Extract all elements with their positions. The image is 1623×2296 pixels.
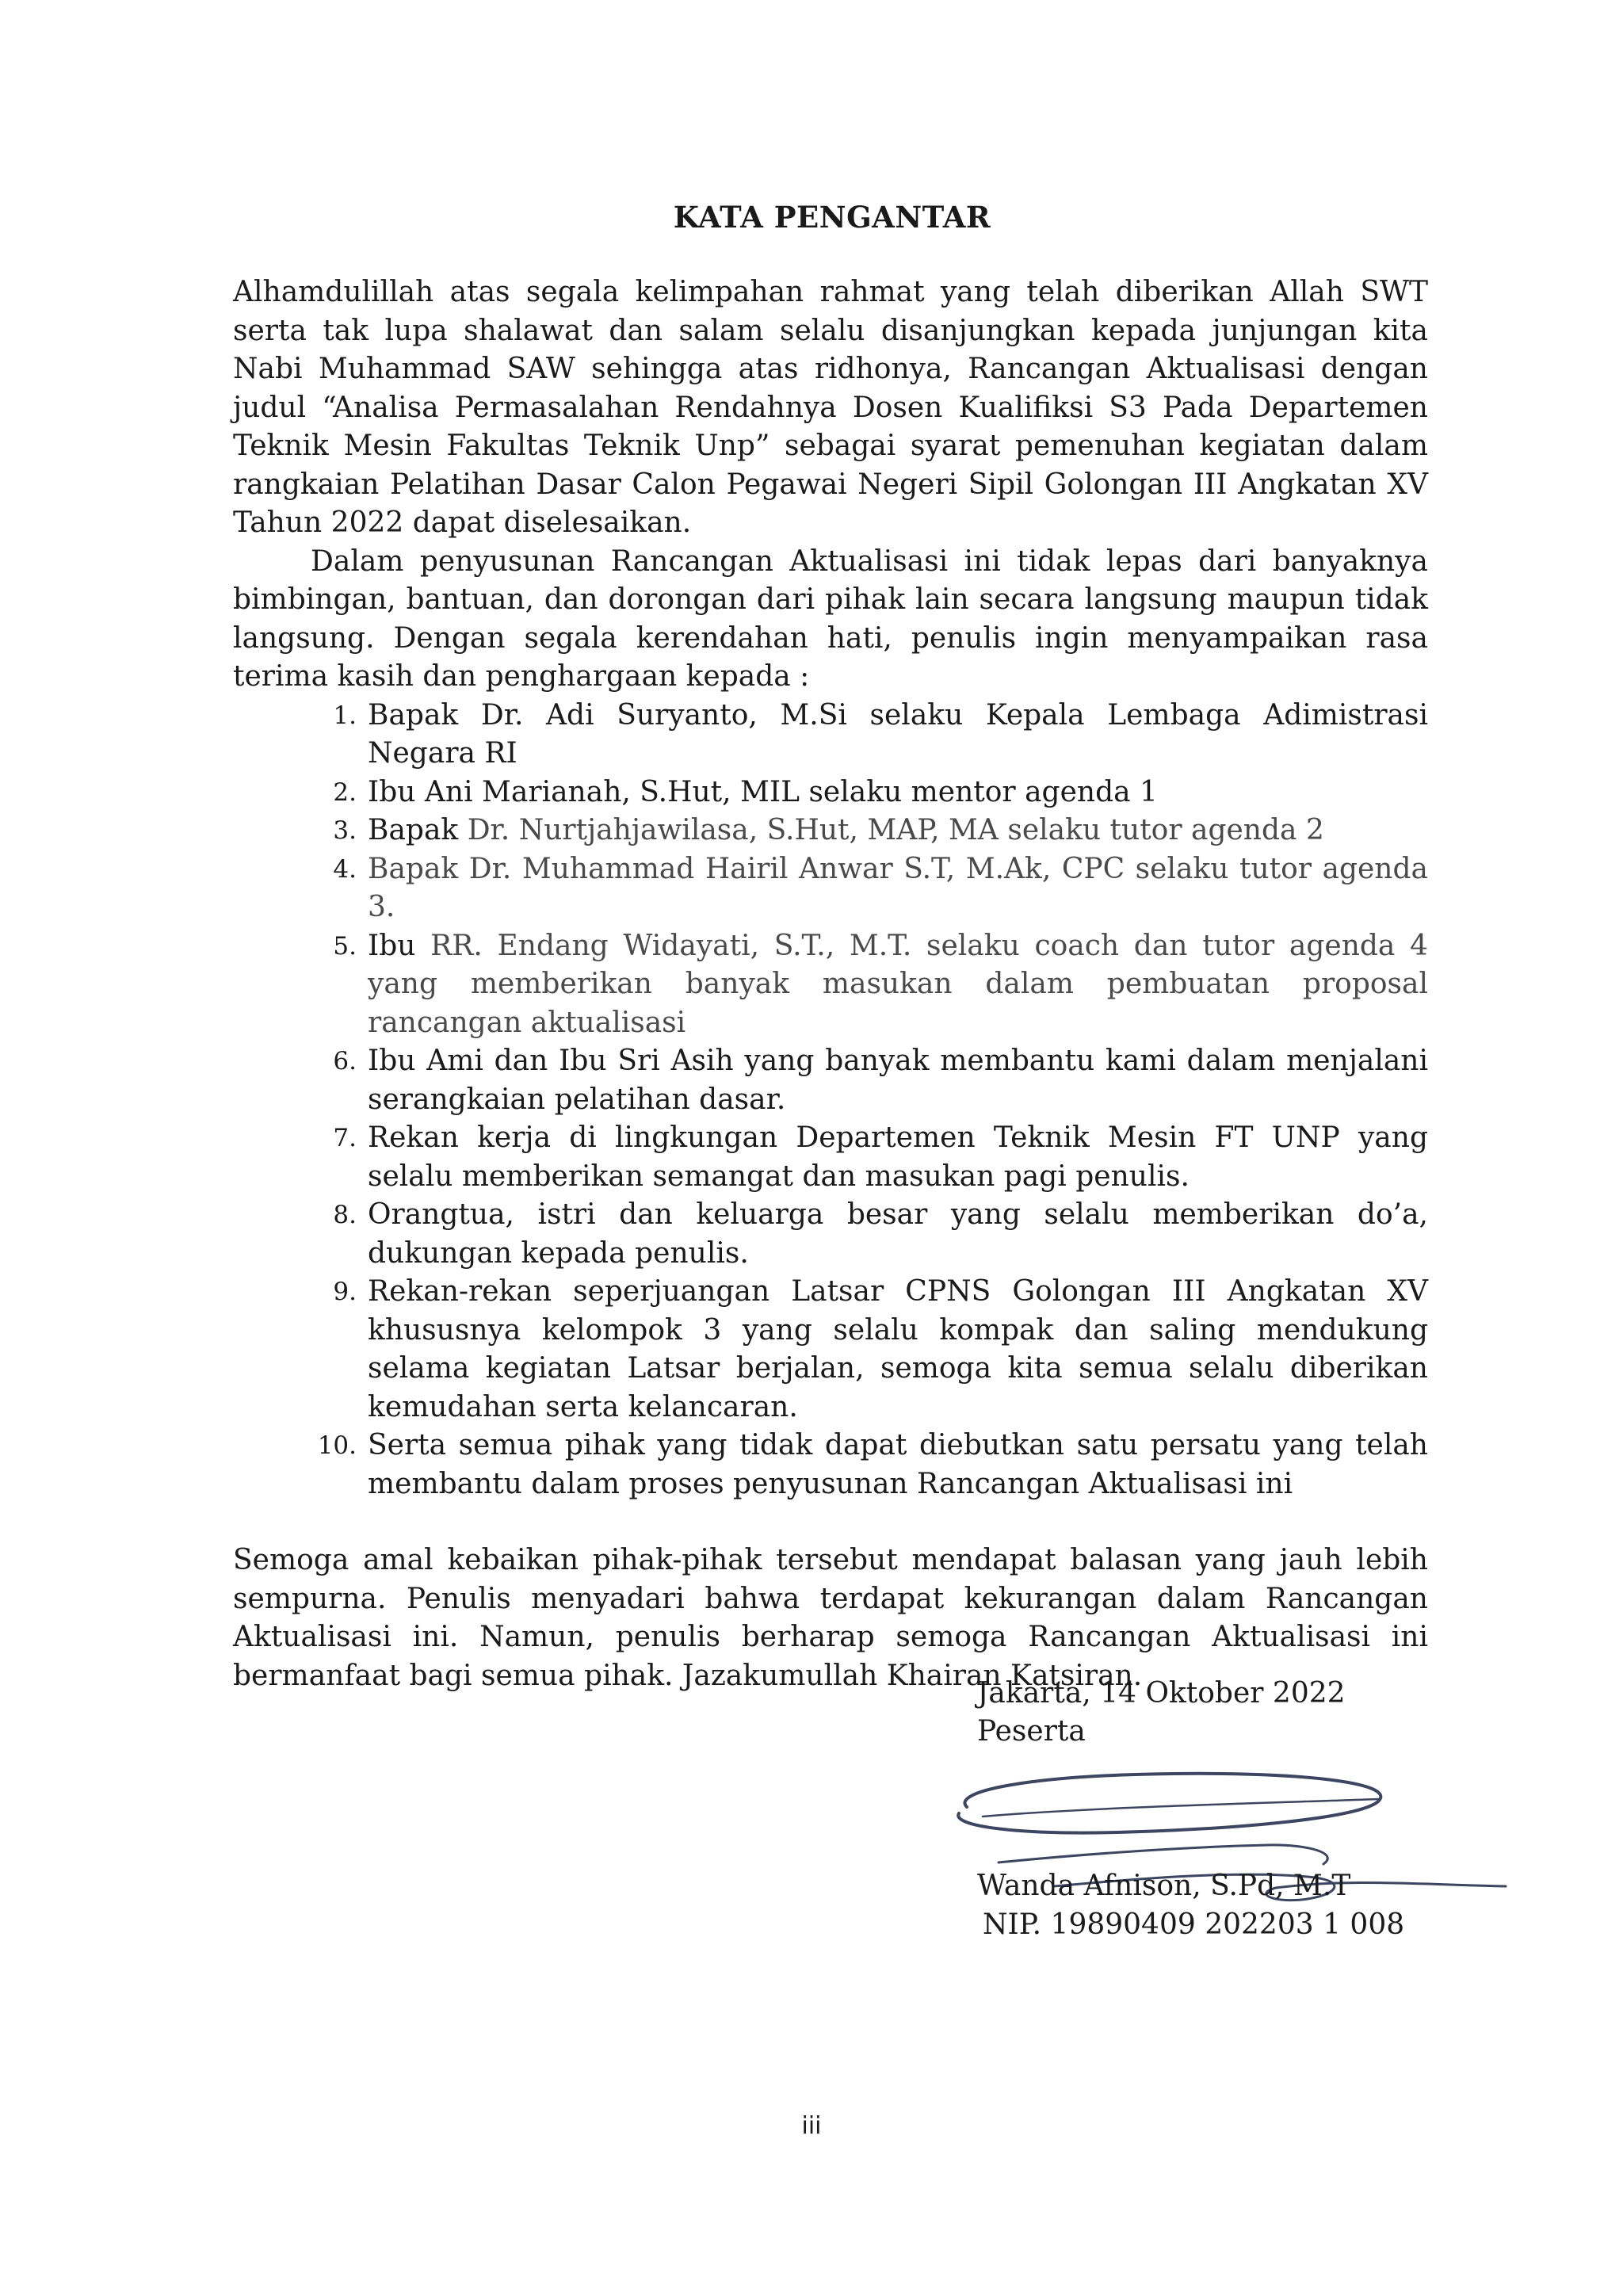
list-item xyxy=(233,774,1428,812)
place-date: Jakarta, 14 Oktober 2022 xyxy=(977,1677,1346,1710)
list-item-number: 1. xyxy=(333,701,357,730)
list-item xyxy=(233,927,1428,1043)
signer-name: Wanda Afnison, S.Pd, M.T xyxy=(977,1870,1351,1902)
list-item xyxy=(233,1427,1428,1503)
list-item xyxy=(233,1196,1428,1273)
list-item-text: Ibu Ami dan Ibu Sri Asih yang banyak membantu kami dalam menjalani serangkaian pelatihan dasar. xyxy=(368,1045,1428,1116)
list-item-text: Orangtua, istri dan keluarga besar yang selalu memberikan do’a, dukungan kepada penulis. xyxy=(368,1198,1428,1270)
list-item-number: 2. xyxy=(333,777,357,807)
list-item xyxy=(233,1042,1428,1119)
list-item-number: 3. xyxy=(333,816,357,845)
list-item-text: Rekan-rekan seperjuangan Latsar CPNS Golongan III Angkatan XV khususnya kelompok 3 yang selalu kompak dan saling mendukung selama kegiatan Latsar berjalan, semoga kita semua selalu diberikan kemudahan serta kelancaran. xyxy=(368,1275,1428,1423)
list-item xyxy=(233,850,1428,927)
signature-block xyxy=(977,1675,1484,1751)
list-item-number: 6. xyxy=(333,1047,357,1075)
list-item-number: 5. xyxy=(333,931,357,961)
page-number: iii xyxy=(801,2112,822,2140)
list-item-number: 9. xyxy=(333,1278,357,1306)
list-item-text: Bapak Dr. Nurtjahjawilasa, S.Hut, MAP, MA selaku tutor agenda 2 xyxy=(368,814,1324,846)
document-body xyxy=(233,273,1428,1695)
list-item xyxy=(233,1119,1428,1196)
signer-nip: NIP. 19890409 202203 1 008 xyxy=(983,1908,1405,1941)
list-item-text: Bapak Dr. Muhammad Hairil Anwar S.T, M.Ak, CPC selaku tutor agenda 3. xyxy=(368,852,1428,923)
list-item-text: Ibu Ani Marianah, S.Hut, MIL selaku mentor agenda 1 xyxy=(368,775,1158,808)
acknowledgement-intro-paragraph: Dalam penyusunan Rancangan Aktualisasi ini tidak lepas dari banyaknya bimbingan, bantuan, dan dorongan dari pihak lain secara langsung maupun tidak langsung. Dengan segala kerendahan hati, penulis ingin menyampaikan rasa terima kasih dan penghargaan kepada : xyxy=(233,544,1428,693)
page-title: KATA PENGANTAR xyxy=(673,200,991,235)
list-item xyxy=(233,812,1428,850)
list-item-text: Rekan kerja di lingkungan Departemen Teknik Mesin FT UNP yang selalu memberikan semangat dan masukan pagi penulis. xyxy=(368,1121,1428,1193)
list-item xyxy=(233,1273,1428,1427)
closing-paragraph: Semoga amal kebaikan pihak-pihak tersebut mendapat balasan yang jauh lebih sempurna. Penulis menyadari bahwa terdapat kekurangan dalam Rancangan Aktualisasi ini. Namun, penulis berharap semoga Rancangan Aktualisasi ini bermanfaat bagi semua pihak. Jazakumullah Khairan Katsiran. xyxy=(233,1544,1428,1692)
acknowledgement-list xyxy=(233,697,1428,1504)
opening-paragraph: Alhamdulillah atas segala kelimpahan rahmat yang telah diberikan Allah SWT serta tak lupa shalawat dan salam selalu disanjungkan kepada junjungan kita Nabi Muhammad SAW sehingga atas ridhonya, Rancangan Aktualisasi dengan judul “Analisa Permasalahan Rendahnya Dosen Kualifiksi S3 Pada Departemen Teknik Mesin Fakultas Teknik Unp” sebagai syarat pemenuhan kegiatan dalam rangkaian Pelatihan Dasar Calon Pegawai Negeri Sipil Golongan III Angkatan XV Tahun 2022 dapat diselesaikan. xyxy=(233,276,1428,539)
list-item-number: 8. xyxy=(333,1201,357,1229)
signer-role: Peserta xyxy=(977,1715,1086,1748)
list-item-number: 10. xyxy=(317,1431,357,1460)
list-item xyxy=(233,697,1428,774)
list-item-text: Serta semua pihak yang tidak dapat diebutkan satu persatu yang telah membantu dalam proses penyusunan Rancangan Aktualisasi ini xyxy=(368,1429,1428,1500)
list-item-number: 7. xyxy=(333,1124,357,1152)
list-item-number: 4. xyxy=(333,854,357,884)
list-item-text: Bapak Dr. Adi Suryanto, M.Si selaku Kepala Lembaga Adimistrasi Negara RI xyxy=(368,698,1428,770)
list-item-text: Ibu RR. Endang Widayati, S.T., M.T. selaku coach dan tutor agenda 4 yang memberikan banyak masukan dalam pembuatan proposal rancangan aktualisasi xyxy=(368,929,1428,1039)
